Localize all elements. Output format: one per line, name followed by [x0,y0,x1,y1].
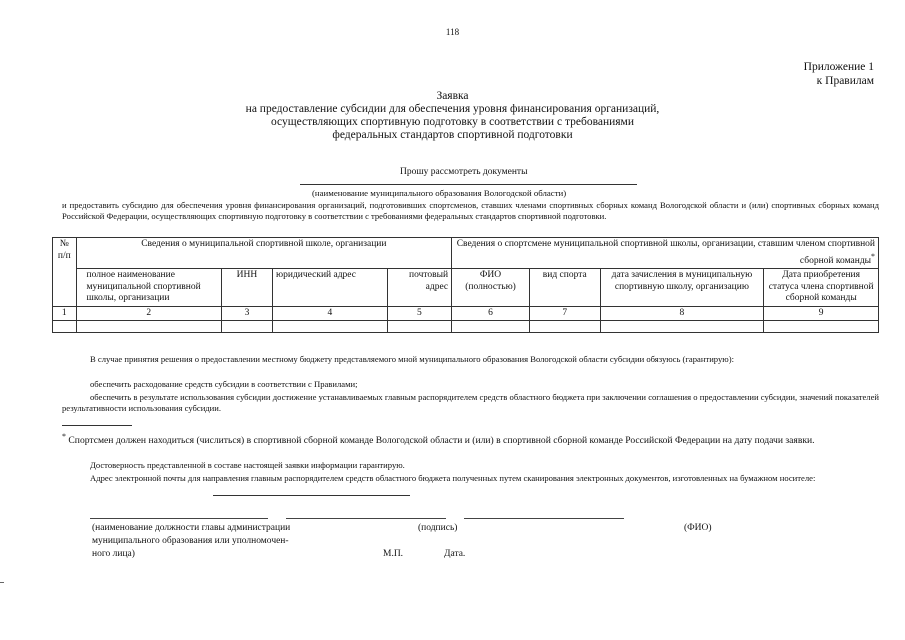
table-cell: 4 [273,306,388,321]
table-cell: 6 [452,306,530,321]
col-header-enrollment-date: дата зачисления в муниципальную спортивную школу, организацию [600,269,764,307]
table-cell [764,321,879,333]
table-cell: 3 [221,306,272,321]
email-text: Адрес электронной почты для направления главным распорядителем средств областного бюджета полученных путем сканирования электронных документов, изготовленных на бумажном носителе: [90,473,816,483]
table-cell [76,321,221,333]
municipality-caption: (наименование муниципального образования Вологодской области) [312,188,567,198]
intro-paragraph: и предоставить субсидию для обеспечения уровня финансирования организаций, подготовивших спортсменов, ставших членами спортивных сборных команд Вологодской области и (или) спортивных сборных команд Российской Федерации, осуществляющих спортивную подготовку в соответствии с требованиями федеральных стандартов спортивной подготовки. [62,200,879,221]
table-cell: 8 [600,306,764,321]
position-caption-line-1: (наименование должности главы администрации [92,523,291,533]
group-header-athlete [452,238,879,269]
group-header-school: Сведения о муниципальной спортивной школе, организации [76,238,452,269]
stamp-label: М.П. [383,549,404,559]
table-cell: 5 [387,306,451,321]
signature-caption: (подпись) [418,523,458,533]
title-line-4: федеральных стандартов спортивной подготовки [332,129,573,141]
group-header-athlete-text: Сведения о спортсмене муниципальной спортивной школы, организации, ставшим членом спортивной сборной команды [456,239,875,266]
municipality-fill-line [300,184,637,185]
position-sign-line [90,518,268,519]
table-cell [273,321,388,333]
position-caption-line-2: муниципального образования или уполномочен- [92,536,289,546]
table-cell [529,321,600,333]
table-cell [53,321,77,333]
request-text: Прошу рассмотреть документы [400,167,528,177]
signature-sign-line [286,518,446,519]
table-cell: 2 [76,306,221,321]
fio-sign-line [464,518,624,519]
document-title [0,90,905,142]
table-cell [221,321,272,333]
title-line-3: осуществляющих спортивную подготовку в соответствии с требованиями [271,116,634,128]
col-header-status-date: Дата приобретения статуса члена спортивной сборной команды [764,269,879,307]
footnote-separator [62,425,132,426]
commitment-item-2: обеспечить в результате использования субсидии достижение устанавливаемых главным распорядителем средств областного бюджета при заключении соглашения о предоставлении субсидии, значений показателей результативности использования субсидии. [62,392,879,413]
table-column-header-row [53,269,879,307]
appendix-header [804,60,874,88]
title-line-1: Заявка [436,90,469,102]
table-row-numbers [53,306,879,321]
guarantee-text: Достоверность представленной в составе настоящей заявки информации гарантирую. [90,460,405,470]
position-caption-line-3: ного лица) [92,549,135,559]
table-group-header-row [53,238,879,269]
col-header-fio: ФИО (полностью) [452,269,530,307]
date-label: Дата. [444,549,466,559]
table-row-empty [53,321,879,333]
appendix-line-1: Приложение 1 [803,61,874,73]
appendix-line-2: к Правилам [816,75,874,87]
table-cell: 9 [764,306,879,321]
footnote-star: * [62,432,66,441]
table-cell [387,321,451,333]
col-header-inn: ИНН [221,269,272,307]
footnote-text: Спортсмен должен находиться (числиться) в спортивной сборной команде Вологодской области и (или) в спортивной сборной команде Российской Федерации на дату подачи заявки. [68,435,815,447]
commitment-item-1: обеспечить расходование средств субсидии в соответствии с Правилами; [90,379,358,389]
footnote [62,430,879,447]
page-number: 118 [445,27,460,37]
col-header-sport: вид спорта [529,269,600,307]
email-fill-line [213,495,410,496]
table-cell: 1 [53,306,77,321]
table-cell [452,321,530,333]
position-caption [92,522,290,561]
col-header-legal-address: юридический адрес [273,269,388,307]
table-cell: 7 [529,306,600,321]
commitment-paragraph: В случае принятия решения о предоставлении местному бюджету представляемого мной муниципального образования Вологодской области субсидии обязуюсь (гарантирую): [90,354,734,364]
col-header-full-name: полное наименование муниципальной спортивной школы, организации [76,269,221,307]
margin-mark [0,582,4,583]
athletes-table [52,237,879,333]
table-cell [600,321,764,333]
fio-caption: (ФИО) [684,523,712,533]
col-header-postal-address: почтовый адрес [387,269,451,307]
col-header-number: № п/п [53,238,77,307]
footnote-mark: * [871,251,875,261]
title-line-2: на предоставление субсидии для обеспечения уровня финансирования организаций, [245,103,660,115]
